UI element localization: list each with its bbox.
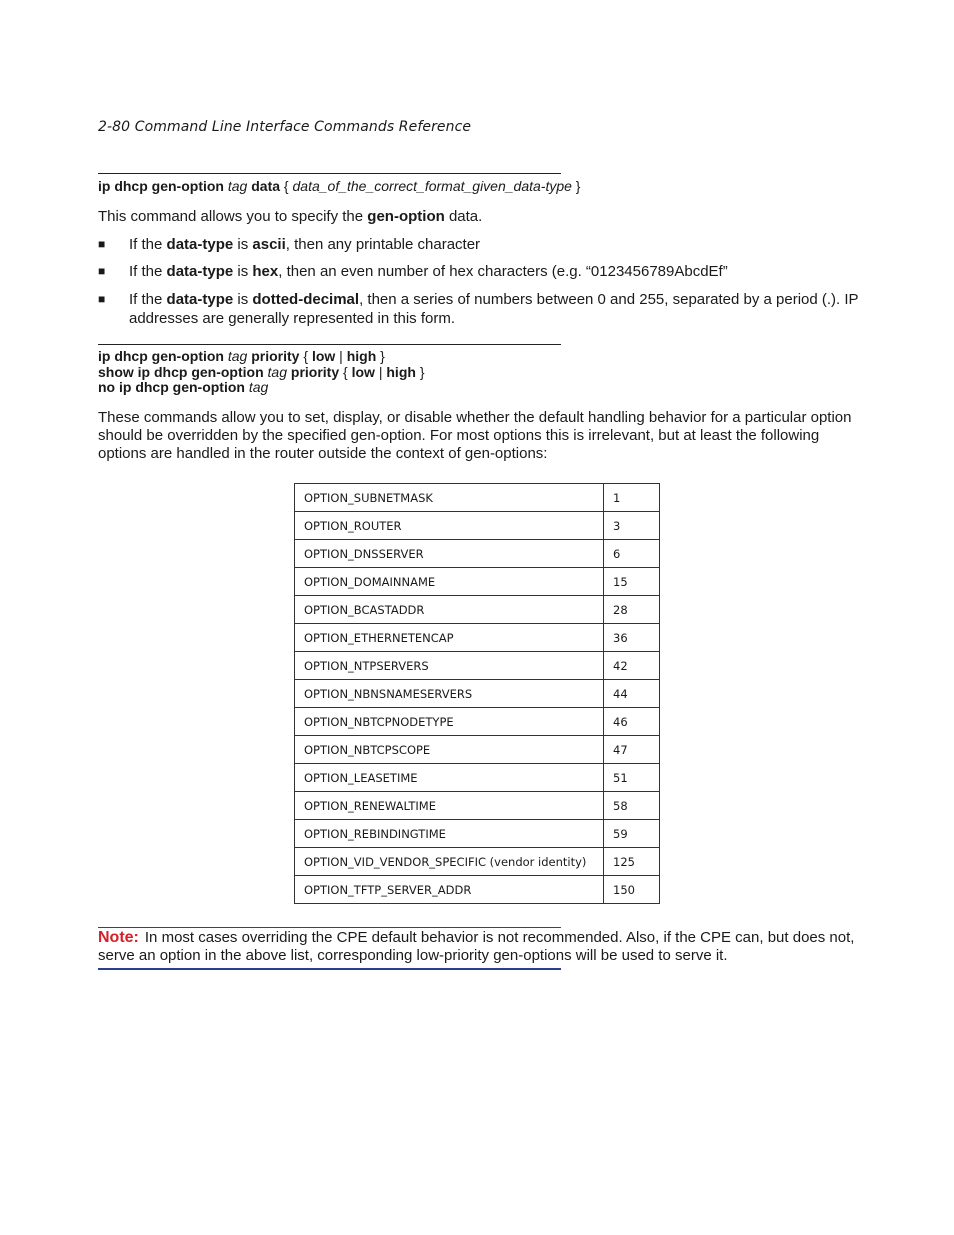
intro-text: This command allows you to specify the	[98, 208, 368, 225]
option-number-cell: 125	[604, 848, 660, 876]
cmd-brace: }	[419, 364, 425, 380]
table-row	[295, 820, 660, 848]
cmd-keyword: ip dhcp gen-option	[98, 178, 224, 194]
option-number-cell: 44	[604, 680, 660, 708]
option-number-cell: 15	[604, 568, 660, 596]
option-number-cell: 47	[604, 736, 660, 764]
table-row	[295, 764, 660, 792]
note-top-rule	[98, 927, 561, 928]
table-row	[295, 652, 660, 680]
cmd-keyword: priority	[251, 348, 300, 364]
cmd-separator: |	[378, 364, 383, 380]
bullet-text	[129, 290, 859, 328]
command-syntax-show-priority	[98, 364, 425, 380]
cmd-keyword: no ip dhcp gen-option	[98, 379, 245, 395]
option-number-cell: 58	[604, 792, 660, 820]
section-rule	[98, 344, 561, 345]
section-rule	[98, 173, 561, 174]
option-number-cell: 150	[604, 876, 660, 904]
command-syntax-priority	[98, 348, 385, 364]
bullet-value: ascii	[252, 236, 286, 253]
cmd-argument: tag	[248, 379, 269, 395]
table-row	[295, 596, 660, 624]
option-number-cell: 1	[604, 484, 660, 512]
cmd-separator: |	[339, 348, 343, 364]
bullet-term: data-type	[166, 291, 234, 308]
option-name-cell: OPTION_LEASETIME	[295, 764, 604, 792]
page-header: 2-80 Command Line Interface Commands Reference	[98, 119, 472, 135]
bullet-term: data-type	[166, 236, 234, 253]
cmd-option: high	[386, 364, 416, 380]
bullet-post: , then any printable character	[285, 236, 481, 253]
intro-text: data.	[444, 208, 483, 225]
table-row	[295, 568, 660, 596]
bullet-pre: If the	[129, 291, 167, 308]
bullet-mid: is	[233, 236, 253, 253]
table-row	[295, 848, 660, 876]
cmd-option: low	[311, 348, 336, 364]
option-number-cell: 28	[604, 596, 660, 624]
bullet-term: data-type	[166, 263, 234, 280]
table-row	[295, 708, 660, 736]
table-row	[295, 876, 660, 904]
note-label: Note:	[98, 929, 139, 946]
bullet-pre: If the	[129, 236, 167, 253]
option-name-cell: OPTION_ETHERNETENCAP	[295, 624, 604, 652]
option-name-cell: OPTION_ROUTER	[295, 512, 604, 540]
option-name-cell: OPTION_NBNSNAMESERVERS	[295, 680, 604, 708]
option-name-cell: OPTION_SUBNETMASK	[295, 484, 604, 512]
bullet-value: dotted-decimal	[252, 291, 360, 308]
option-name-cell: OPTION_BCASTADDR	[295, 596, 604, 624]
cmd-brace: {	[283, 178, 289, 194]
table-row	[295, 512, 660, 540]
option-number-cell: 59	[604, 820, 660, 848]
cmd-keyword: data	[251, 178, 281, 194]
option-number-cell: 6	[604, 540, 660, 568]
option-name-cell: OPTION_NBTCPSCOPE	[295, 736, 604, 764]
options-table-body	[295, 484, 660, 904]
cmd-argument: tag	[227, 348, 248, 364]
bullet-mark: ■	[98, 237, 106, 251]
bullet-mid: is	[233, 291, 253, 308]
cmd-brace: }	[575, 178, 581, 194]
option-name-cell: OPTION_REBINDINGTIME	[295, 820, 604, 848]
option-name-cell: OPTION_DNSSERVER	[295, 540, 604, 568]
option-number-cell: 42	[604, 652, 660, 680]
cmd-argument: tag	[227, 178, 248, 194]
option-name-cell: OPTION_NTPSERVERS	[295, 652, 604, 680]
intro-bold: gen-option	[367, 208, 445, 225]
command-syntax-data	[98, 178, 580, 194]
bullet-text	[129, 235, 859, 254]
option-name-cell: OPTION_DOMAINNAME	[295, 568, 604, 596]
option-number-cell: 51	[604, 764, 660, 792]
cmd-keyword: show ip dhcp gen-option	[98, 364, 264, 380]
option-number-cell: 36	[604, 624, 660, 652]
note-bottom-rule	[98, 968, 561, 970]
intro-paragraph	[98, 208, 858, 226]
option-name-cell: OPTION_TFTP_SERVER_ADDR	[295, 876, 604, 904]
table-row	[295, 484, 660, 512]
option-number-cell: 46	[604, 708, 660, 736]
table-row	[295, 736, 660, 764]
cmd-option: high	[346, 348, 377, 364]
cmd-keyword: priority	[290, 364, 340, 380]
cmd-argument: tag	[267, 364, 288, 380]
bullet-pre: If the	[129, 263, 167, 280]
bullet-mark: ■	[98, 292, 106, 306]
bullet-post: , then an even number of hex characters (e.g. “0123456789AbcdEf”	[278, 263, 728, 280]
bullet-mark: ■	[98, 264, 106, 278]
note-text: In most cases overriding the CPE default behavior is not recommended. Also, if the CPE can, but does not, serve an option in the above list, corresponding low-priority gen-options will be used to serve it.	[98, 929, 855, 964]
table-row	[295, 624, 660, 652]
cmd-brace: }	[380, 348, 385, 364]
description-paragraph: These commands allow you to set, display, or disable whether the default handling behavior for a particular option should be overridden by the specified gen-option. For most options this is irrelevant, but at least the following options are handled in the router outside the context of gen-options:	[98, 409, 852, 462]
cmd-brace: {	[343, 364, 348, 380]
option-name-cell: OPTION_VID_VENDOR_SPECIFIC (vendor identity)	[295, 848, 604, 876]
bullet-post: , then a series of numbers between 0 and 255, separated by a period (.). IP addresses are generally represented in this form.	[129, 291, 859, 327]
note-block	[98, 929, 858, 965]
cmd-brace: {	[303, 348, 309, 364]
options-table	[294, 483, 660, 904]
option-name-cell: OPTION_RENEWALTIME	[295, 792, 604, 820]
cmd-keyword: ip dhcp gen-option	[98, 348, 224, 364]
cmd-option: low	[351, 364, 375, 380]
bullet-mid: is	[233, 263, 253, 280]
bullet-text	[129, 262, 859, 281]
table-row	[295, 540, 660, 568]
table-row	[295, 680, 660, 708]
option-name-cell: OPTION_NBTCPNODETYPE	[295, 708, 604, 736]
table-row	[295, 792, 660, 820]
cmd-argument: data_of_the_correct_format_given_data-type	[292, 178, 572, 194]
option-number-cell: 3	[604, 512, 660, 540]
command-syntax-no	[98, 379, 268, 395]
bullet-value: hex	[252, 263, 279, 280]
